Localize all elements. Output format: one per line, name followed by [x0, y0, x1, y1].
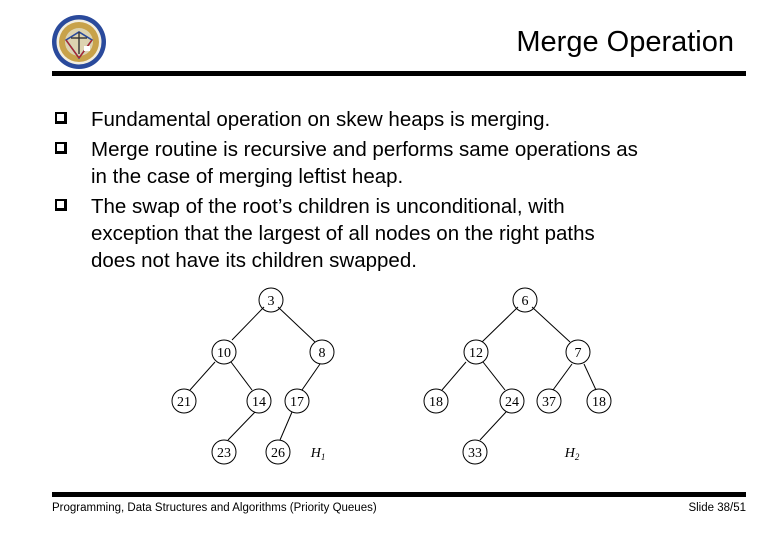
tree-node-value: 26 — [271, 446, 285, 461]
heap-h2 — [424, 288, 611, 464]
tree-node-value: 21 — [177, 395, 191, 410]
bullet-line: exception that the largest of all nodes on the right paths — [91, 222, 595, 245]
slide-title: Merge Operation — [516, 26, 734, 58]
footer-divider — [52, 492, 746, 497]
tree-node-value: 37 — [542, 395, 556, 410]
tree-node-value: 18 — [429, 395, 443, 410]
slide-number: Slide 38/51 — [688, 502, 746, 514]
university-seal-icon — [51, 14, 107, 70]
bullet-line: The swap of the root’s children is unconditional, with — [91, 195, 565, 218]
tree-node-value: 23 — [217, 446, 231, 461]
tree-node-value: 10 — [217, 346, 231, 361]
heap-label: $H_1$ — [310, 446, 326, 462]
heap-h2-labels — [429, 294, 606, 462]
tree-node-value: 14 — [252, 395, 266, 410]
checkbox-bullet-icon — [55, 199, 67, 211]
bullet-item — [55, 106, 755, 133]
checkbox-bullet-icon — [55, 142, 67, 154]
tree-node-value: 8 — [318, 346, 326, 361]
tree-node-value: 18 — [592, 395, 606, 410]
tree-node-value: 24 — [505, 395, 519, 410]
tree-node-value: 6 — [521, 294, 529, 309]
heap-h1 — [172, 288, 334, 464]
bullet-item — [55, 136, 755, 190]
bullet-item — [55, 193, 755, 274]
heap-h1-labels — [177, 294, 326, 462]
heap-label: $H_2$ — [564, 446, 580, 462]
course-title: Programming, Data Structures and Algorithms (Priority Queues) — [52, 502, 377, 514]
tree-node-value: 3 — [267, 294, 275, 309]
bullet-line: does not have its children swapped. — [91, 249, 417, 272]
tree-node-value: 33 — [468, 446, 482, 461]
tree-node-value: 7 — [574, 346, 582, 361]
tree-node-value: 12 — [469, 346, 483, 361]
skew-heaps-figure — [160, 278, 630, 473]
header-divider — [52, 71, 746, 76]
bullet-line: Merge routine is recursive and performs same operations as — [91, 138, 638, 161]
bullet-line: Fundamental operation on skew heaps is merging. — [91, 108, 551, 131]
bullet-line: in the case of merging leftist heap. — [91, 165, 404, 188]
checkbox-bullet-icon — [55, 112, 67, 124]
tree-node-value: 17 — [290, 395, 304, 410]
bullet-list — [55, 106, 755, 277]
